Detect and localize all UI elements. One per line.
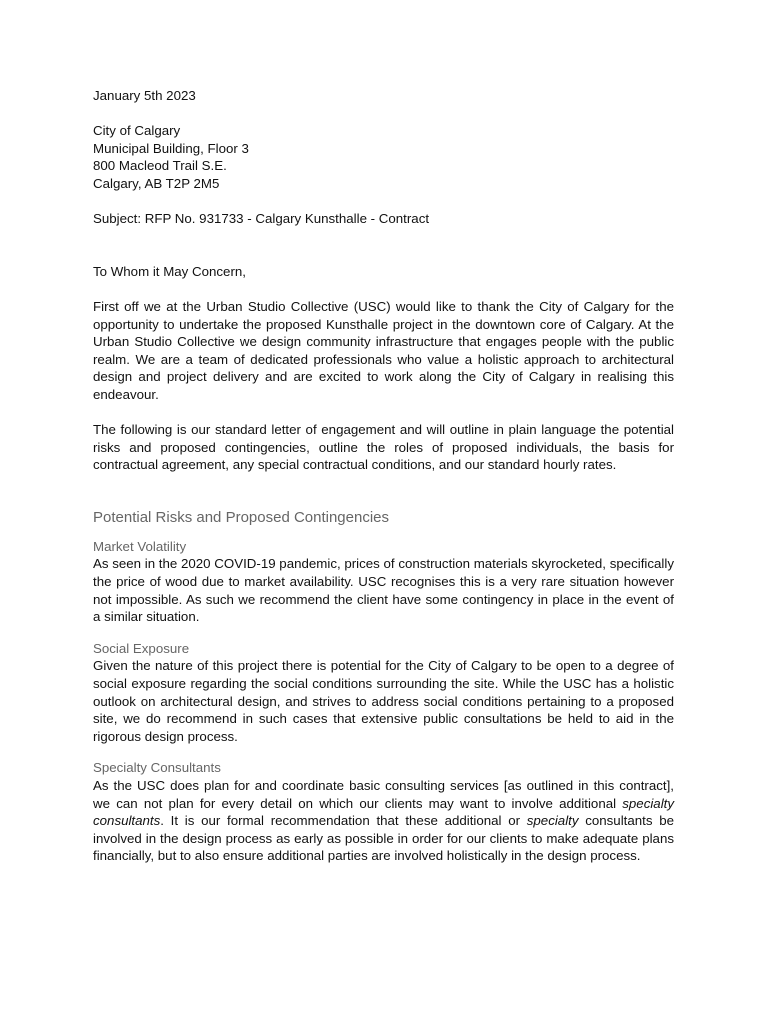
- subsection-body: [93, 777, 674, 865]
- emphasis-text: specialty consultants: [93, 795, 674, 829]
- spacer: [93, 280, 674, 298]
- subsection-market-volatility: [93, 538, 674, 626]
- spacer: [93, 228, 674, 263]
- spacer: [93, 745, 674, 759]
- intro-paragraph: First off we at the Urban Studio Collective (USC) would like to thank the City of Calgary for the opportunity to undertake the proposed Kunsthalle project in the downtown core of Calgary. At the Urban Studio Collective we design community infrastructure that engages people with the public realm. We are a team of dedicated professionals who value a holistic approach to architectural design and project delivery and are excited to work along the City of Calgary in realising this endeavour.: [93, 298, 674, 402]
- spacer: [93, 626, 674, 640]
- subsection-specialty-consultants: [93, 759, 674, 865]
- subsection-body: Given the nature of this project there is potential for the City of Calgary to be open to a degree of social exposure regarding the social conditions surrounding the site. While the USC has a holistic outlook on architectural design, and strives to address social conditions pertaining to a proposed site, we do recommend in such cases that extensive public consultations be held to aid in the rigorous design process.: [93, 658, 674, 744]
- spacer: [93, 474, 674, 508]
- letter-date: January 5th 2023: [93, 88, 196, 103]
- body-text: . It is our formal recommendation that these additional or: [160, 813, 527, 829]
- recipient-address: [93, 122, 674, 192]
- spacer: [93, 193, 674, 211]
- letter-salutation: To Whom it May Concern,: [93, 263, 246, 279]
- subsection-heading: Social Exposure: [93, 640, 190, 656]
- subsection-heading: Market Volatility: [93, 538, 187, 554]
- subsection-heading: Specialty Consultants: [93, 760, 221, 776]
- recipient-line: 800 Macleod Trail S.E.: [93, 158, 227, 174]
- letter-subject: Subject: RFP No. 931733 - Calgary Kunsthalle - Contract: [93, 211, 430, 227]
- body-text: consultants be involved in the design process as early as possible in order for our clients to make adequate plans financially, but to also ensure additional parties are involved holistically in the design process.: [93, 813, 674, 864]
- recipient-line: City of Calgary: [93, 123, 181, 139]
- spacer: [93, 404, 674, 422]
- body-text: As the USC does plan for and coordinate basic consulting services [as outlined in this contract], we can not plan for every detail on which our clients may want to involve additional: [93, 778, 674, 811]
- subsection-body: As seen in the 2020 COVID-19 pandemic, prices of construction materials skyrocketed, specifically the price of wood due to market availability. USC recognises this is a very rare situation however not impossible. As such we recommend the client have some contingency in place in the event of a similar situation.: [93, 556, 674, 625]
- letter-page: [93, 87, 674, 865]
- emphasis-text: specialty: [526, 813, 579, 829]
- recipient-line: Municipal Building, Floor 3: [93, 140, 249, 156]
- subsection-social-exposure: [93, 640, 674, 746]
- spacer: [93, 528, 674, 538]
- spacer: [93, 105, 674, 123]
- section-heading: Potential Risks and Proposed Contingencies: [93, 508, 390, 526]
- recipient-line: Calgary, AB T2P 2M5: [93, 175, 220, 191]
- intro-paragraph: The following is our standard letter of engagement and will outline in plain language the potential risks and proposed contingencies, outline the roles of proposed individuals, the basis for contractual agreement, any special contractual conditions, and our standard hourly rates.: [93, 422, 674, 473]
